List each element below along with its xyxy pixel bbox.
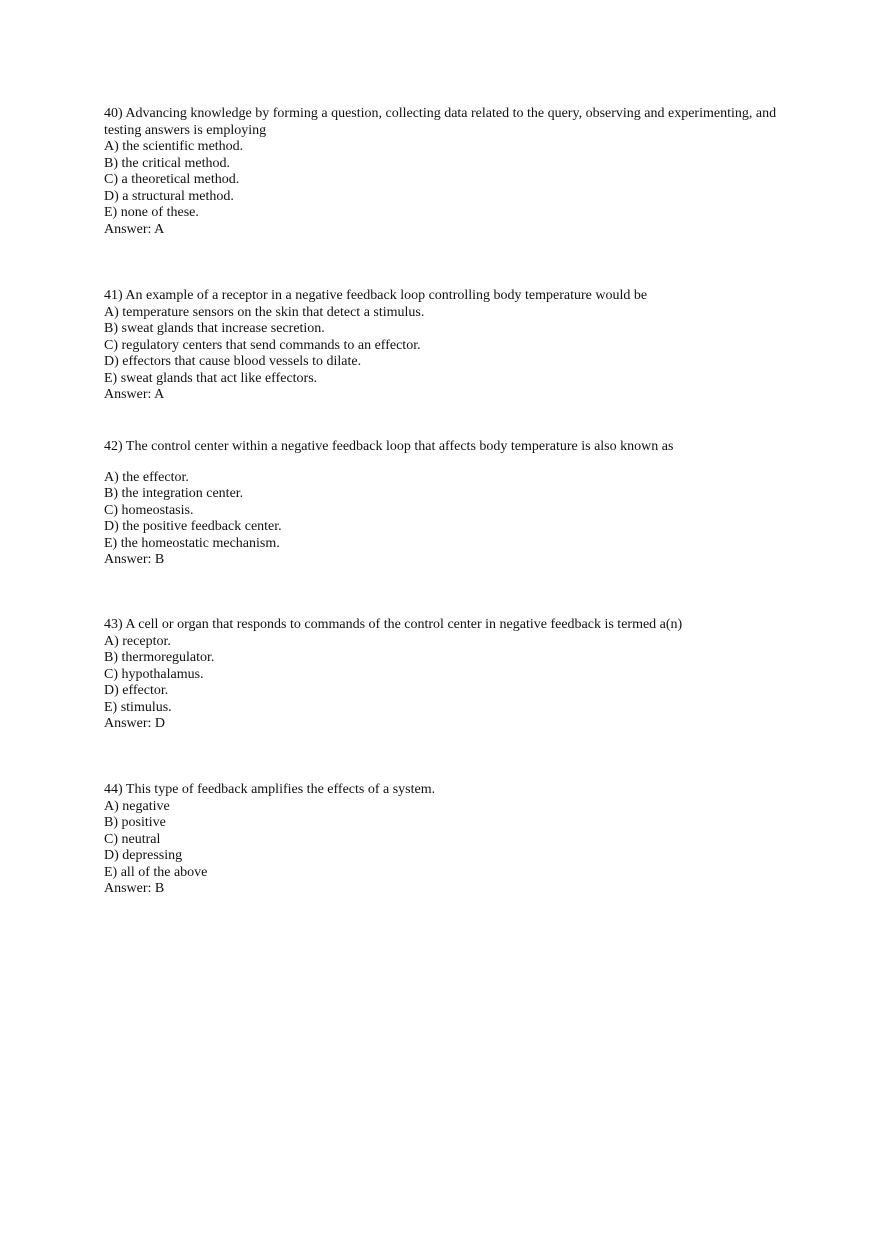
options-list: [104, 139, 784, 222]
option-b: B) the integration center.: [104, 486, 244, 501]
answer-line: Answer: D: [104, 716, 166, 731]
option-d: D) effectors that cause blood vessels to dilate.: [104, 354, 362, 369]
option-a: A) the scientific method.: [104, 139, 244, 154]
question-stem: 43) A cell or organ that responds to commands of the control center in negative feedback is termed a(n): [104, 617, 683, 632]
option-d: D) depressing: [104, 848, 183, 863]
option-e: E) all of the above: [104, 864, 208, 880]
answer-line: Answer: A: [104, 387, 165, 402]
answer-line: Answer: A: [104, 221, 165, 237]
option-e: E) none of these.: [104, 205, 199, 220]
option-a: A) temperature sensors on the skin that detect a stimulus.: [104, 304, 425, 320]
question-stem: 41) An example of a receptor in a negative feedback loop controlling body temperature would be: [104, 288, 648, 303]
option-b: B) positive: [104, 815, 166, 830]
option-c: C) regulatory centers that send commands to an effector.: [104, 337, 421, 353]
question-42: [104, 439, 784, 569]
option-c: C) neutral: [104, 831, 161, 847]
question-40: [104, 106, 784, 238]
option-c: C) homeostasis.: [104, 502, 194, 518]
question-41: [104, 288, 784, 404]
option-e: E) stimulus.: [104, 699, 172, 715]
question-stem: 40) Advancing knowledge by forming a question, collecting data related to the query, observing and experimenting, and testing answers is employing: [104, 106, 777, 138]
option-a: A) negative: [104, 798, 170, 814]
option-a: A) the effector.: [104, 469, 189, 485]
question-stem: 44) This type of feedback amplifies the effects of a system.: [104, 782, 436, 797]
option-c: C) hypothalamus.: [104, 666, 204, 682]
answer-line: Answer: B: [104, 552, 165, 567]
option-d: D) a structural method.: [104, 188, 234, 204]
option-b: B) the critical method.: [104, 155, 230, 171]
option-c: C) a theoretical method.: [104, 172, 240, 187]
option-e: E) sweat glands that act like effectors.: [104, 370, 318, 386]
answer-line: Answer: B: [104, 881, 165, 896]
options-list: [104, 799, 784, 882]
question-stem: 42) The control center within a negative feedback loop that affects body temperature is also known as: [104, 439, 674, 454]
options-list: [104, 305, 784, 388]
option-a: A) receptor.: [104, 633, 171, 649]
option-d: D) effector.: [104, 683, 169, 698]
question-43: [104, 617, 784, 733]
option-d: D) the positive feedback center.: [104, 519, 282, 534]
question-44: [104, 782, 784, 898]
option-b: B) thermoregulator.: [104, 650, 215, 665]
option-e: E) the homeostatic mechanism.: [104, 535, 280, 551]
options-list: [104, 470, 784, 553]
option-b: B) sweat glands that increase secretion.: [104, 321, 325, 336]
options-list: [104, 634, 784, 717]
